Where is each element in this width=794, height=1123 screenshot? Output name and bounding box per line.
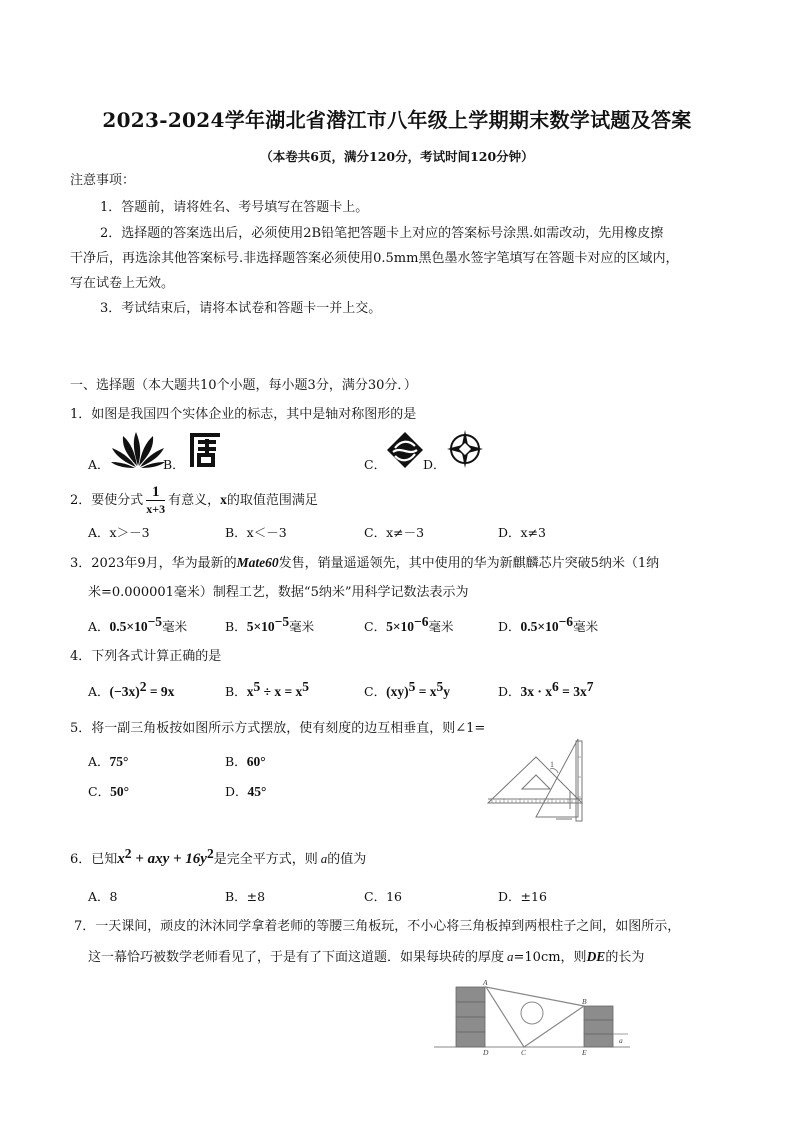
svg-text:A: A	[483, 978, 488, 987]
exam-info: （本卷共6页，满分120分，考试时间120分钟）	[260, 149, 534, 164]
question-3-stem-line1: 3．2023年9月，华为最新的Mate60发售，销量遥遥领先，其中使用的华为新麒麟芯片突破5纳米（1纳	[70, 555, 660, 571]
q3-option-d[interactable]: D．$0.5\times 10^{-6}$毫米	[498, 614, 599, 634]
svg-text:a: a	[619, 1036, 623, 1045]
page-title: 2023-2024学年湖北省潜江市八年级上学期期末数学试题及答案	[102, 108, 692, 132]
q4-option-a[interactable]: A．$(-3x)^2 = 9x$	[88, 679, 175, 699]
bricks-triangle-figure	[432, 977, 632, 1057]
question-6-stem: 6．已知$x^2$ + axy + $16y^2$是完全平方式，则 a的值为	[70, 846, 367, 867]
notice-item-2-cont: 干净后，再选涂其他答案标号.非选择题答案必须使用0.5mm黑色墨水签字笔填写在答题卡对应的区域内，	[70, 251, 679, 266]
q4-option-b[interactable]: B．$x^5 \div x = x^5$	[225, 679, 310, 699]
svg-text:E: E	[582, 1048, 587, 1057]
q2-option-c[interactable]: C．x≠－3	[364, 525, 425, 540]
question-3-stem-line2: 米=0.000001毫米）制程工艺，数据“5纳米”用科学记数法表示为	[88, 585, 469, 600]
q6-option-b[interactable]: B．±8	[225, 889, 266, 904]
q2-option-d[interactable]: D．x≠3	[498, 525, 546, 540]
notice-item-2: 2．选择题的答案选出后，必须使用2B铅笔把答题卡上对应的答案标号涂黑.如需改动，先用橡皮擦	[100, 226, 664, 241]
railway-logo-icon	[445, 428, 485, 470]
fraction: $\frac{1}{x+3}$	[146, 484, 166, 516]
q1-option-b[interactable]: B．	[163, 457, 185, 472]
question-2-stem: 2．要使分式 $\frac{1}{x+3}$ 有意义，x的取值范围满足	[70, 484, 318, 516]
q3-option-c[interactable]: C．$5\times 10^{-6}$毫米	[364, 614, 454, 634]
q2-option-b[interactable]: B．x＜－3	[225, 525, 287, 540]
q5-option-a[interactable]: A．75°	[88, 754, 129, 769]
svg-text:B: B	[582, 997, 587, 1006]
q5-option-b[interactable]: B．60°	[225, 754, 266, 769]
notice-heading: 注意事项：	[70, 173, 136, 188]
china-mobile-logo-icon	[385, 430, 425, 470]
question-5-stem: 5．将一副三角板按如图所示方式摆放，使有刻度的边互相垂直，则∠1=	[70, 721, 486, 736]
section-heading: 一、选择题（本大题共10个小题，每小题3分，满分30分．）	[70, 378, 417, 393]
q1-option-d[interactable]: D．	[423, 457, 446, 472]
q1-option-c[interactable]: C．	[364, 457, 387, 472]
notice-item-3: 3．考试结束后，请将本试卷和答题卡一并上交。	[100, 301, 382, 316]
q3-option-b[interactable]: B．$5\times 10^{-5}$毫米	[225, 614, 315, 634]
svg-text:D: D	[483, 1048, 489, 1057]
q1-option-a[interactable]: A．	[88, 457, 110, 472]
svg-text:1: 1	[550, 760, 554, 769]
q6-option-a[interactable]: A．8	[88, 889, 118, 904]
notice-item-2-end: 写在试卷上无效。	[70, 276, 175, 291]
tang-logo-icon	[186, 431, 222, 469]
q5-option-c[interactable]: C．50°	[88, 784, 129, 799]
svg-text:C: C	[521, 1048, 527, 1057]
question-4-stem: 4．下列各式计算正确的是	[70, 649, 222, 664]
q4-option-d[interactable]: D．$3x \cdot x^6 = 3x^7$	[498, 679, 594, 699]
q5-option-d[interactable]: D．45°	[225, 784, 267, 799]
huawei-logo-icon	[110, 430, 166, 470]
question-7-stem-line1: 7．一天课间，顽皮的沐沐同学拿着老师的等腰三角板玩，不小心将三角板掉到两根柱子之间，如图所示，	[74, 919, 681, 934]
q6-option-d[interactable]: D．±16	[498, 889, 547, 904]
question-7-stem-line2: 这一幕恰巧被数学老师看见了，于是有了下面这道题．如果每块砖的厚度 a=10cm，则DE的长为	[88, 949, 645, 965]
q3-option-a[interactable]: A．$0.5\times 10^{-5}$毫米	[88, 614, 188, 634]
set-squares-figure	[484, 737, 584, 823]
notice-item-1: 1．答题前，请将姓名、考号填写在答题卡上。	[100, 200, 369, 215]
q2-option-a[interactable]: A．x＞－3	[88, 525, 150, 540]
question-1-stem: 1．如图是我国四个实体企业的标志，其中是轴对称图形的是	[70, 407, 417, 422]
q4-option-c[interactable]: C．$(xy)^5 = x^5y$	[364, 679, 451, 699]
q6-option-c[interactable]: C．16	[364, 889, 402, 904]
